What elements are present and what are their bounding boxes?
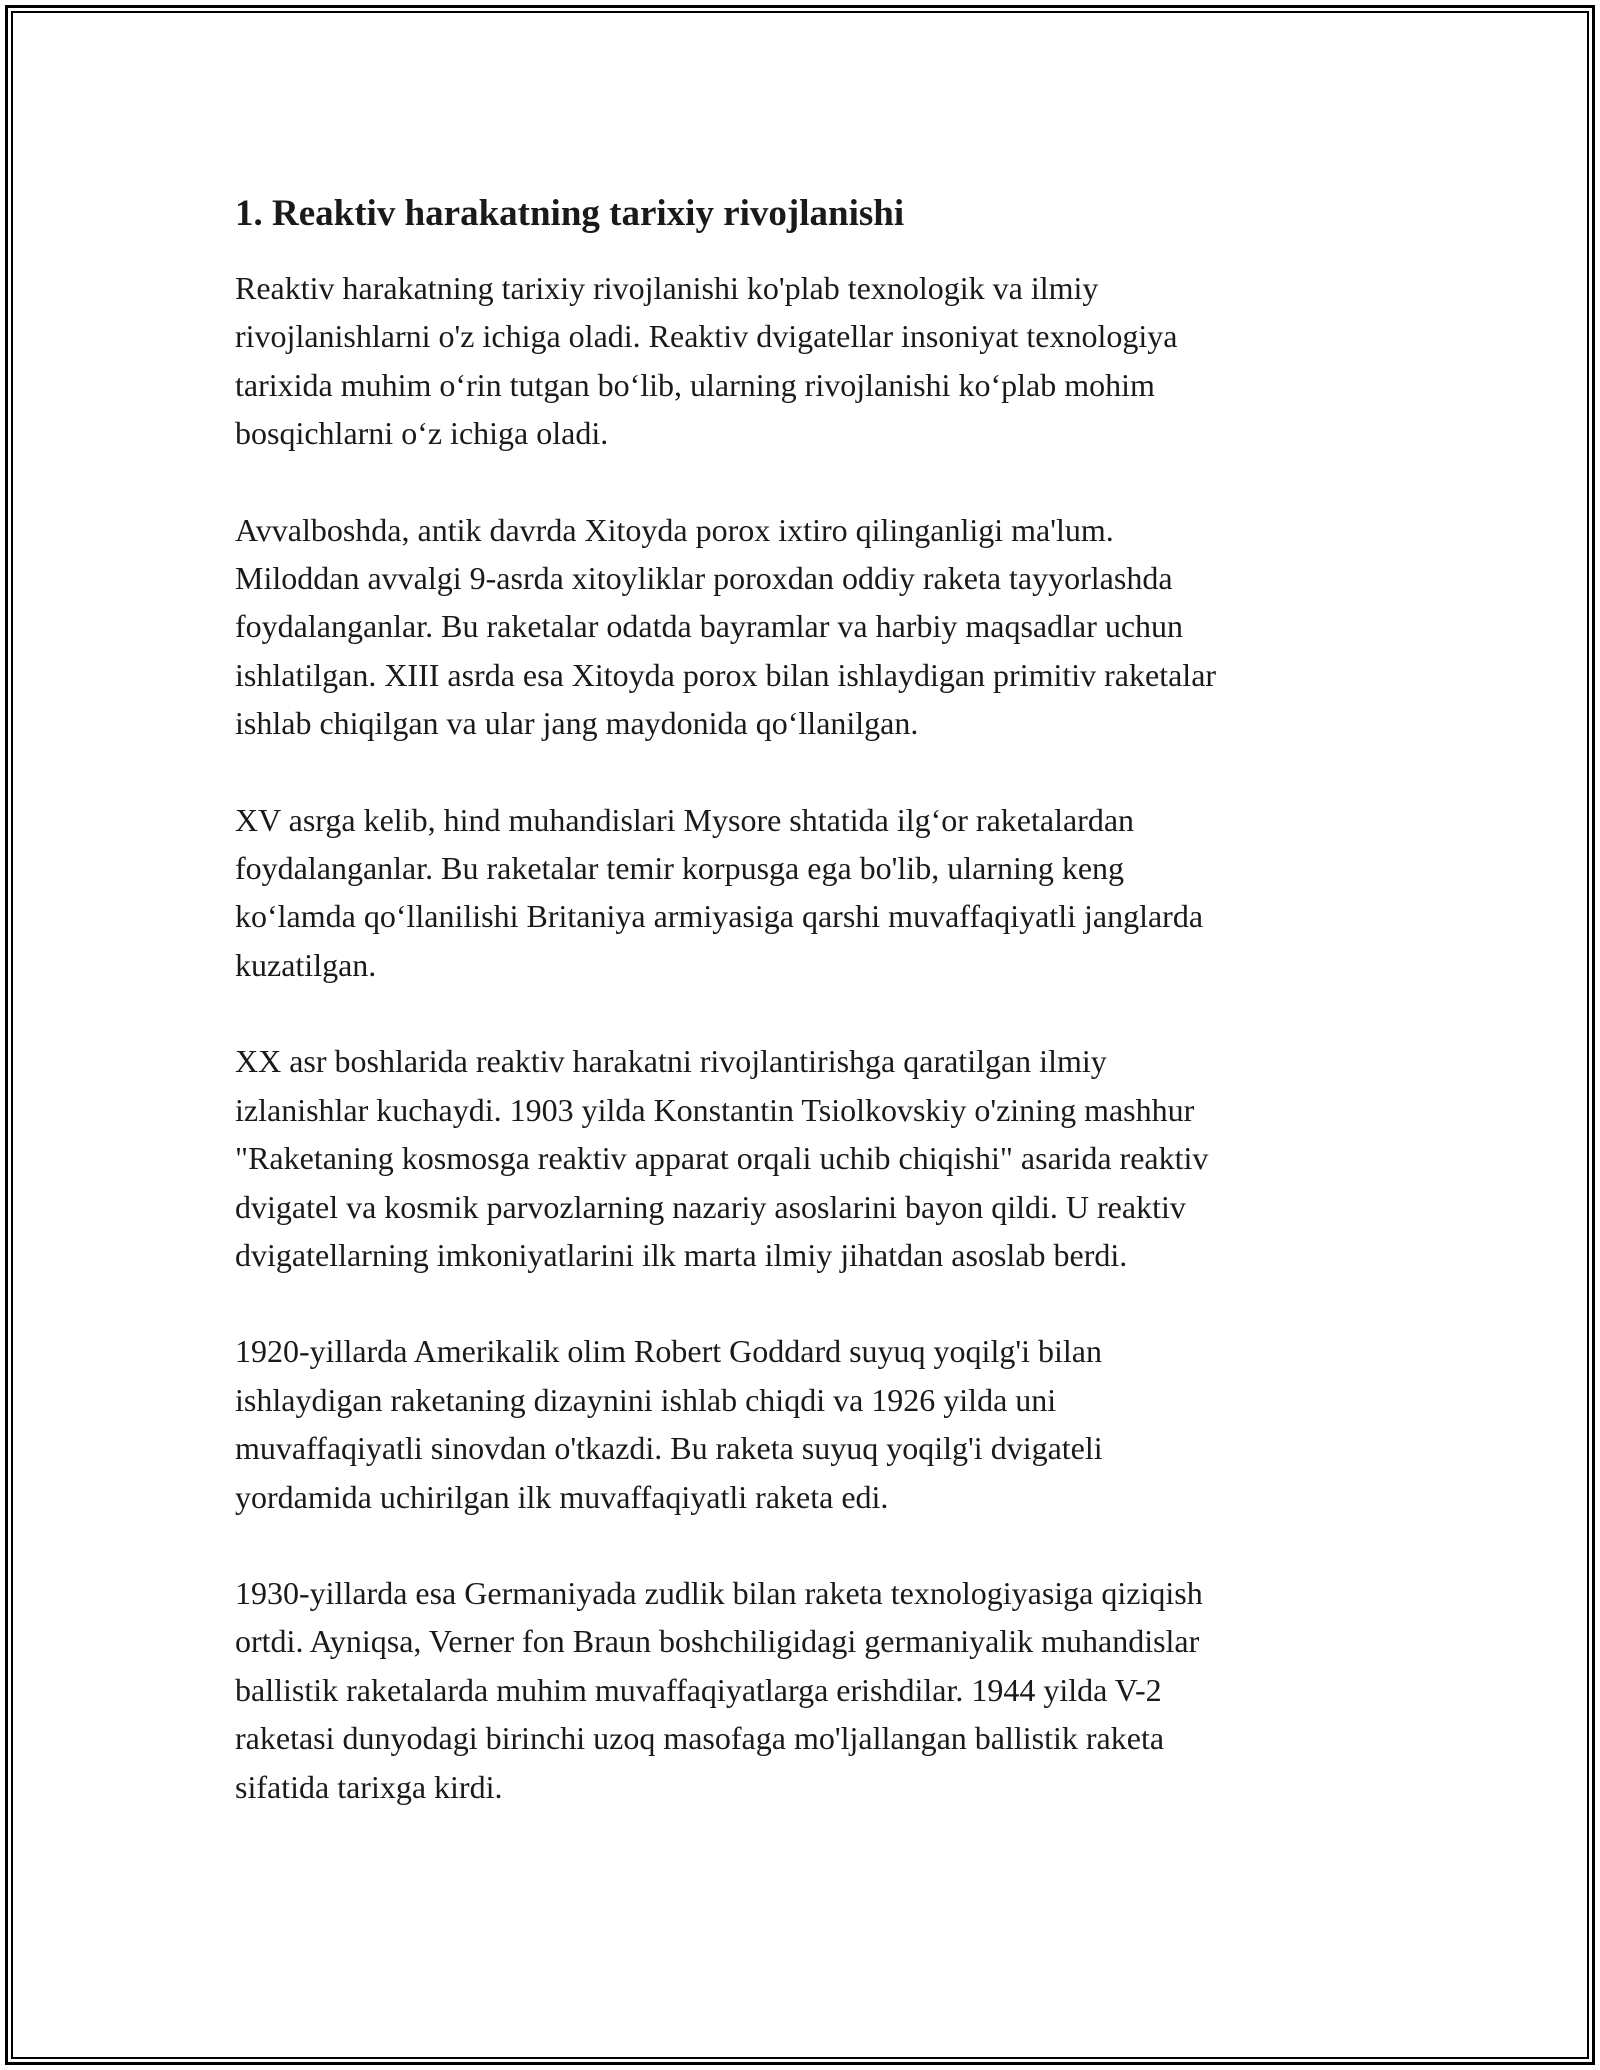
paragraph-china-gunpowder: Avvalboshda, antik davrda Xitoyda porox ixtiro qilinganligi ma'lum. Miloddan avvalgi 9-asrda xitoyliklar poroxdan oddiy raketa tayyorlashda foydalanganlar. Bu raketalar odatda bayramlar va harbiy maqsadlar uchun ishlatilgan. XIII asrda esa Xitoyda porox bilan ishlaydigan primitiv raketalar ishlab chiqilgan va ular jang maydonida qoʻllanilgan.	[235, 511, 1217, 742]
section-heading: 1. Reaktiv harakatning tarixiy rivojlanishi	[235, 193, 905, 234]
paragraph-tsiolkovsky: XX asr boshlarida reaktiv harakatni rivojlantirishga qaratilgan ilmiy izlanishlar kuchaydi. 1903 yilda Konstantin Tsiolkovskiy o'zining mashhur "Raketaning kosmosga reaktiv apparat orqali uchib chiqishi" asarida reaktiv dvigatel va kosmik parvozlarning nazariy asoslarini bayon qildi. U reaktiv dvigatellarning imkoniyatlarini ilk marta ilmiy jihatdan asoslab berdi.	[235, 1043, 1209, 1273]
paragraph-mysore-rockets: XV asrga kelib, hind muhandislari Mysore shtatida ilgʻor raketalardan foydalanganlar. Bu raketalar temir korpusga ega bo'lib, ularning keng koʻlamda qoʻllanilishi Britaniya armiyasiga qarshi muvaffaqiyatli janglarda kuzatilgan.	[235, 801, 1204, 983]
paragraph-goddard: 1920-yillarda Amerikalik olim Robert Goddard suyuq yoqilg'i bilan ishlaydigan raketaning dizaynini ishlab chiqdi va 1926 yilda uni muvaffaqiyatli sinovdan o'tkazdi. Bu raketa suyuq yoqilg'i dvigateli yordamida uchirilgan ilk muvaffaqiyatli raketa edi.	[235, 1333, 1103, 1515]
document-body	[235, 186, 1385, 1859]
paragraph-intro: Reaktiv harakatning tarixiy rivojlanishi ko'plab texnologik va ilmiy rivojlanishlarni o'z ichiga oladi. Reaktiv dvigatellar insoniyat texnologiya tarixida muhim oʻrin tutgan boʻlib, ularning rivojlanishi koʻplab mohim bosqichlarni oʻz ichiga oladi.	[235, 270, 1178, 452]
paragraph-germany-v2: 1930-yillarda esa Germaniyada zudlik bilan raketa texnologiyasiga qiziqish ortdi. Ayniqsa, Verner fon Braun boshchiligidagi germaniyalik muhandislar ballistik raketalarda muhim muvaffaqiyatlarga erishdilar. 1944 yilda V-2 raketasi dunyodagi birinchi uzoq masofaga mo'ljallangan ballistik raketa sifatida tarixga kirdi.	[235, 1574, 1203, 1805]
